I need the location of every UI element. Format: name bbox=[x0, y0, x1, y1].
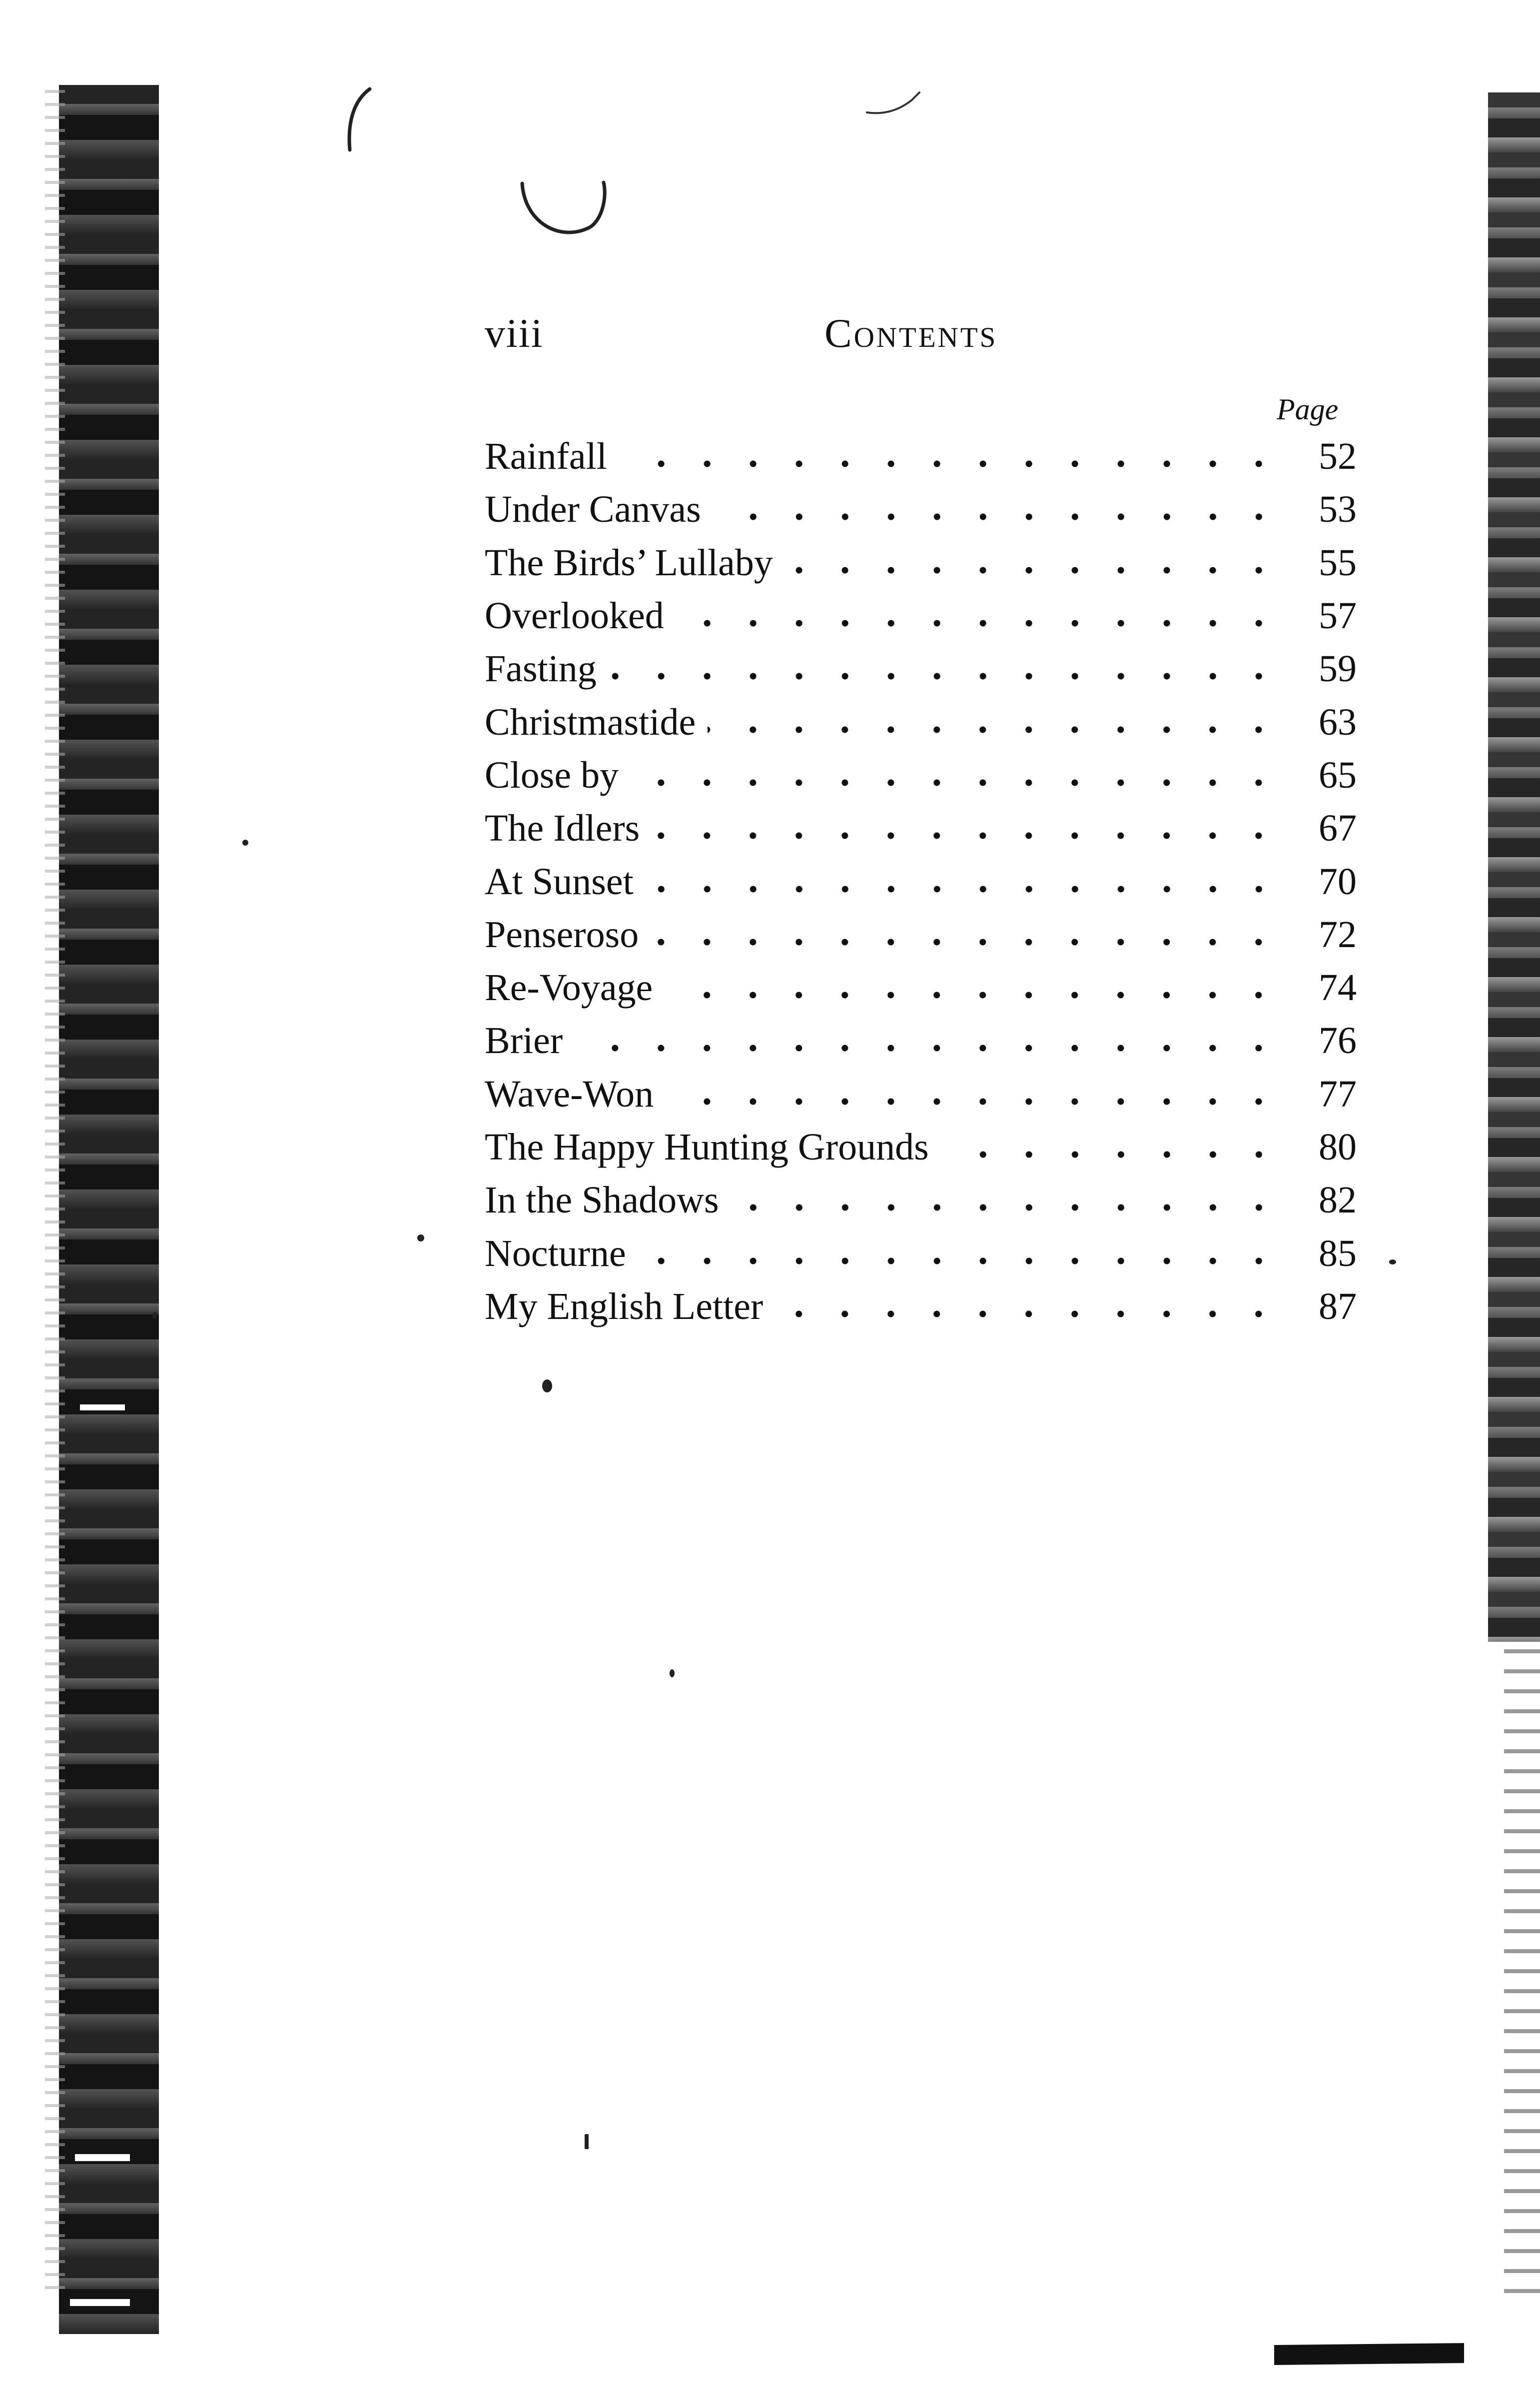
binding-edge-gap bbox=[80, 1404, 125, 1410]
toc-entry bbox=[485, 1068, 1357, 1121]
dot-leader bbox=[651, 937, 1282, 947]
binding-edge-gap bbox=[70, 2299, 130, 2306]
toc-entry bbox=[485, 855, 1357, 908]
dot-leader bbox=[638, 1256, 1282, 1266]
dot-leader bbox=[713, 512, 1282, 522]
toc-entry bbox=[485, 961, 1357, 1014]
toc-entry bbox=[485, 1014, 1357, 1067]
scan-speck bbox=[542, 1379, 552, 1392]
toc-entry-title: Christmastide bbox=[485, 703, 708, 741]
toc-entry-page-number: 76 bbox=[1319, 1020, 1357, 1062]
scan-speck bbox=[670, 1669, 675, 1677]
bottom-edge-shadow bbox=[1274, 2343, 1464, 2365]
table-of-contents bbox=[485, 430, 1357, 1333]
toc-entry-page-number: 82 bbox=[1319, 1179, 1357, 1221]
toc-entry-title: Fasting bbox=[485, 650, 609, 688]
binding-edge-shadow bbox=[59, 85, 159, 2334]
toc-entry bbox=[485, 536, 1357, 589]
dot-leader bbox=[575, 1043, 1282, 1053]
toc-entry-title: My English Letter bbox=[485, 1287, 775, 1325]
page-edge-noise bbox=[1504, 1649, 1540, 2299]
toc-entry-page-number: 52 bbox=[1319, 435, 1357, 478]
dot-leader bbox=[775, 1309, 1282, 1319]
dot-leader bbox=[731, 1202, 1282, 1212]
toc-entry bbox=[485, 1226, 1357, 1279]
scan-speck bbox=[152, 1312, 157, 1319]
scan-speck bbox=[585, 2134, 589, 2149]
toc-entry-page-number: 87 bbox=[1319, 1285, 1357, 1327]
toc-entry-page-number: 72 bbox=[1319, 913, 1357, 956]
dot-leader bbox=[652, 831, 1282, 841]
dot-leader bbox=[609, 671, 1282, 681]
dot-leader bbox=[646, 884, 1282, 894]
toc-entry bbox=[485, 1174, 1357, 1226]
dot-leader bbox=[631, 778, 1282, 788]
toc-entry-page-number: 53 bbox=[1319, 488, 1357, 531]
toc-entry-page-number: 77 bbox=[1319, 1073, 1357, 1115]
toc-entry-page-number: 65 bbox=[1319, 754, 1357, 796]
toc-entry bbox=[485, 430, 1357, 483]
toc-entry-title: The Birds’ Lullaby bbox=[485, 544, 785, 582]
toc-entry-page-number: 67 bbox=[1319, 807, 1357, 850]
toc-entry bbox=[485, 802, 1357, 855]
scan-speck bbox=[417, 1234, 424, 1241]
toc-entry-title: Nocturne bbox=[485, 1234, 638, 1272]
pencil-stroke-mark bbox=[340, 85, 375, 155]
toc-entry-title: Brier bbox=[485, 1022, 575, 1060]
toc-entry-page-number: 70 bbox=[1319, 860, 1357, 903]
toc-entry-page-number: 85 bbox=[1319, 1232, 1357, 1274]
toc-entry bbox=[485, 908, 1357, 961]
toc-entry bbox=[485, 1121, 1357, 1174]
page-title: Contents bbox=[824, 310, 998, 356]
scan-speck bbox=[242, 840, 248, 846]
pencil-tick-mark bbox=[864, 90, 924, 120]
toc-entry-title: At Sunset bbox=[485, 863, 646, 901]
toc-entry-page-number: 63 bbox=[1319, 701, 1357, 743]
toc-entry bbox=[485, 642, 1357, 695]
toc-entry-page-number: 59 bbox=[1319, 648, 1357, 690]
toc-entry-title: Rainfall bbox=[485, 437, 619, 475]
toc-entry-title: The Happy Hunting Grounds bbox=[485, 1128, 941, 1166]
toc-entry-page-number: 80 bbox=[1319, 1126, 1357, 1168]
toc-entry-title: Wave-Won bbox=[485, 1075, 666, 1113]
toc-entry bbox=[485, 483, 1357, 536]
toc-entry-page-number: 55 bbox=[1319, 541, 1357, 584]
dot-leader bbox=[665, 990, 1282, 1000]
toc-entry-title: Close by bbox=[485, 756, 631, 794]
binding-edge-gap bbox=[75, 2154, 130, 2161]
dot-leader bbox=[941, 1150, 1282, 1160]
toc-entry bbox=[485, 695, 1357, 748]
toc-entry-page-number: 57 bbox=[1319, 595, 1357, 637]
pencil-curve-mark bbox=[515, 177, 610, 242]
page-column-label: Page bbox=[1277, 393, 1339, 426]
page-number-folio: viii bbox=[485, 310, 544, 356]
toc-entry-title: In the Shadows bbox=[485, 1181, 731, 1219]
toc-entry-title: The Idlers bbox=[485, 809, 652, 847]
binding-edge-noise bbox=[45, 90, 65, 2289]
dot-leader bbox=[619, 459, 1282, 469]
toc-entry bbox=[485, 1280, 1357, 1333]
toc-entry-title: Re-Voyage bbox=[485, 969, 665, 1007]
running-head bbox=[485, 310, 1014, 365]
toc-entry-title: Overlooked bbox=[485, 597, 676, 635]
toc-entry-page-number: 74 bbox=[1319, 967, 1357, 1009]
toc-entry-title: Penseroso bbox=[485, 916, 651, 954]
scan-speck bbox=[1389, 1259, 1396, 1264]
dot-leader bbox=[666, 1097, 1282, 1107]
page-edge-shadow bbox=[1488, 92, 1540, 1642]
dot-leader bbox=[676, 618, 1282, 628]
dot-leader bbox=[708, 725, 1282, 735]
toc-entry bbox=[485, 589, 1357, 642]
dot-leader bbox=[785, 565, 1282, 575]
toc-entry-title: Under Canvas bbox=[485, 490, 713, 528]
toc-entry bbox=[485, 749, 1357, 802]
